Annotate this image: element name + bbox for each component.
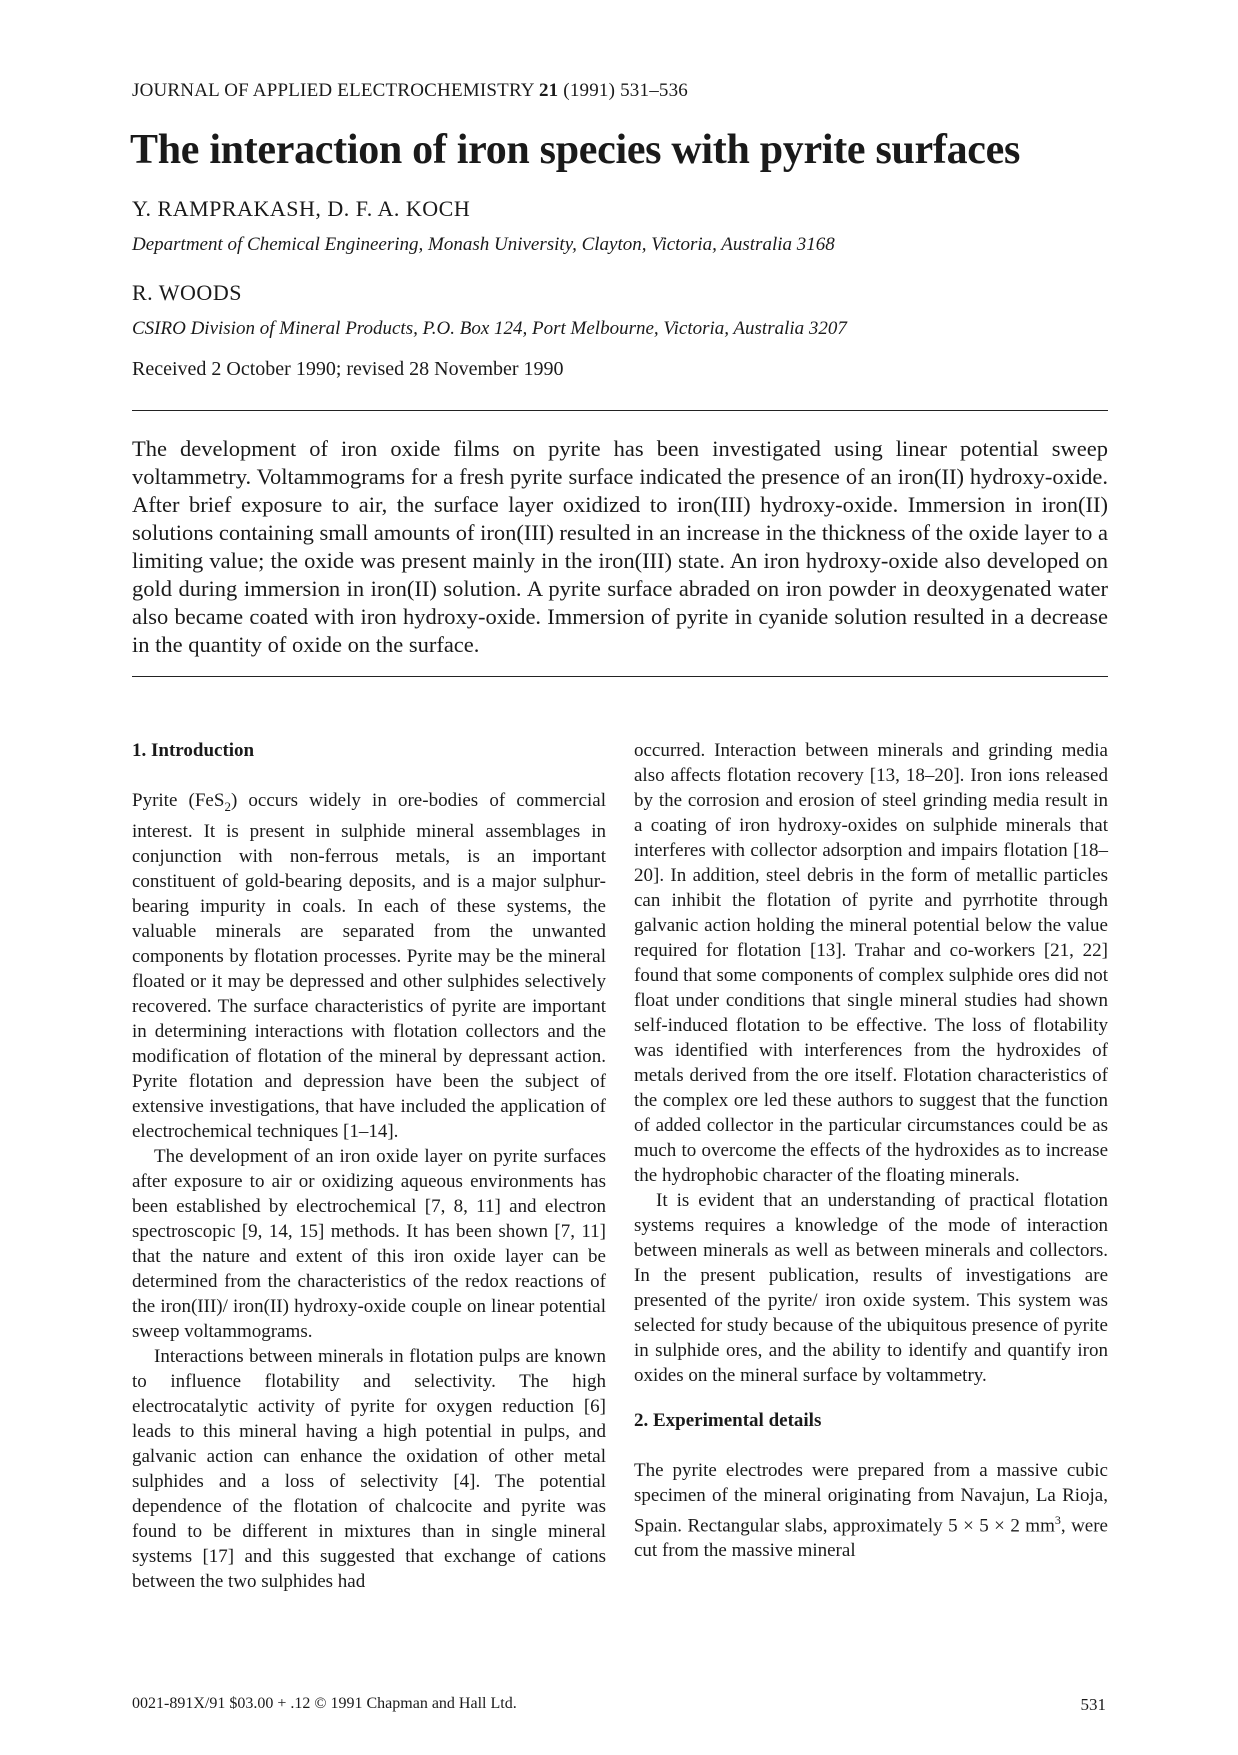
journal-volume: 21 xyxy=(538,80,559,101)
abstract-bottom-rule xyxy=(132,676,1108,677)
section-heading-experimental: 2. Experimental details xyxy=(634,1410,822,1431)
intro-paragraph-3-continued: occurred. Interaction between minerals and grinding media also affects flotation recovery [13, 18–20]. Iron ions released by the corrosion and erosion of steel grinding media result in a coating of iron hydroxy-oxides on sulphide minerals that interferes with collector adsorption and impairs flotation [18–20]. In addition, steel debris in the form of metallic particles can inhibit the flotation of pyrite and pyrrhotite through galvanic action holding the mineral potential below the value required for flotation [13]. Trahar and co-workers [21, 22] found that some components of complex sulphide ores did not float under conditions that single mineral studies had shown self-induced flotation to be effective. The loss of flotability was identified with interferences from the hydroxides of metals derived from the ore itself. Flotation characteristics of the complex ore led these authors to suggest that the function of added collector in the particular circumstances could be as much to overcome the effects of the hydroxides as to increase the hydrophobic character of the floating minerals. xyxy=(634,740,1108,1186)
journal-name: JOURNAL OF APPLIED ELECTROCHEMISTRY xyxy=(132,80,539,101)
formula-subscript: 2 xyxy=(224,798,231,814)
article-title: The interaction of iron species with pyrite surfaces xyxy=(130,127,1021,173)
exp-p1-text-b: , were cut from the massive mineral xyxy=(634,1515,1108,1562)
left-column xyxy=(132,738,606,1594)
journal-citation xyxy=(132,80,688,102)
right-column xyxy=(634,738,1108,1563)
received-dates: Received 2 October 1990; revised 28 November 1990 xyxy=(132,358,564,380)
footer-copyright: 0021-891X/91 $03.00 + .12 © 1991 Chapman and Hall Ltd. xyxy=(132,1695,517,1712)
intro-p1-text-a: Pyrite (FeS xyxy=(132,790,225,811)
page-number: 531 xyxy=(1080,1695,1106,1714)
author-affiliation-1: Department of Chemical Engineering, Monash University, Clayton, Victoria, Australia 3168 xyxy=(132,234,835,255)
intro-paragraph-1 xyxy=(132,788,606,1144)
section-heading-introduction: 1. Introduction xyxy=(132,740,255,761)
abstract: The development of iron oxide films on pyrite has been investigated using linear potential sweep voltammetry. Voltammograms for a fresh pyrite surface indicated the presence of an iron(II) hydroxy-oxide. After brief exposure to air, the surface layer oxidized to iron(III) hydroxy-oxide. Immersion in iron(II) solutions containing small amounts of iron(III) resulted in an increase in the thickness of the oxide layer to a limiting value; the oxide was present mainly in the iron(III) state. An iron hydroxy-oxide also developed on gold during immersion in iron(II) solution. A pyrite surface abraded on iron powder in deoxygenated water also became coated with iron hydroxy-oxide. Immersion of pyrite in cyanide solution resulted in a decrease in the quantity of oxide on the surface. xyxy=(132,436,1108,657)
intro-p1-text-b: ) occurs widely in ore-bodies of commercial interest. It is present in sulphide mineral assemblages in conjunction with non-ferrous metals, is an important constituent of gold-bearing deposits, and is a major sulphur-bearing impurity in coals. In each of these systems, the valuable minerals are separated from the unwanted components by flotation processes. Pyrite may be the mineral floated or it may be depressed and other sulphides selectively recovered. The surface characteristics of pyrite are important in determining interactions with flotation collectors and the modification of flotation of the mineral by depressant action. Pyrite flotation and depression have been the subject of extensive investigations, that have included the application of electrochemical techniques [1–14]. xyxy=(132,790,606,1142)
intro-paragraph-2: The development of an iron oxide layer on pyrite surfaces after exposure to air or oxidizing aqueous environments has been established by electrochemical [7, 8, 11] and electron spectroscopic [9, 14, 15] methods. It has been shown [7, 11] that the nature and extent of this iron oxide layer can be determined from the characteristics of the redox reactions of the iron(III)/ iron(II) hydroxy-oxide couple on linear potential sweep voltammograms. xyxy=(132,1145,606,1342)
experimental-paragraph-1 xyxy=(634,1458,1108,1563)
author-affiliation-2: CSIRO Division of Mineral Products, P.O. Box 124, Port Melbourne, Victoria, Australia 3207 xyxy=(132,318,847,339)
intro-paragraph-4: It is evident that an understanding of practical flotation systems requires a knowledge of the mode of interaction between minerals as well as between minerals and collectors. In the present publication, results of investigations are presented of the pyrite/ iron oxide system. This system was selected for study because of the ubiquitous presence of pyrite in sulphide ores, and the ability to identify and quantify iron oxides on the mineral surface by voltammetry. xyxy=(634,1190,1108,1386)
journal-year-pages: (1991) 531–536 xyxy=(558,80,688,101)
unit-superscript: 3 xyxy=(1054,1513,1061,1527)
author-names-1: Y. RAMPRAKASH, D. F. A. KOCH xyxy=(132,196,471,221)
exp-p1-text-a: The pyrite electrodes were prepared from a massive cubic specimen of the mineral originating from Navajun, La Rioja, Spain. Rectangular slabs, approximately 5 × 5 × 2 mm xyxy=(634,1460,1108,1537)
abstract-top-rule xyxy=(132,410,1108,411)
intro-paragraph-3: Interactions between minerals in flotation pulps are known to influence flotability and selectivity. The high electrocatalytic activity of pyrite for oxygen reduction [6] leads to this mineral having a high potential in pulps, and galvanic action can enhance the oxidation of other metal sulphides and a loss of selectivity [4]. The potential dependence of the flotation of chalcocite and pyrite was found to be different in mixtures than in single mineral systems [17] and this suggested that exchange of cations between the two sulphides had xyxy=(132,1345,606,1592)
author-names-2: R. WOODS xyxy=(132,280,242,305)
